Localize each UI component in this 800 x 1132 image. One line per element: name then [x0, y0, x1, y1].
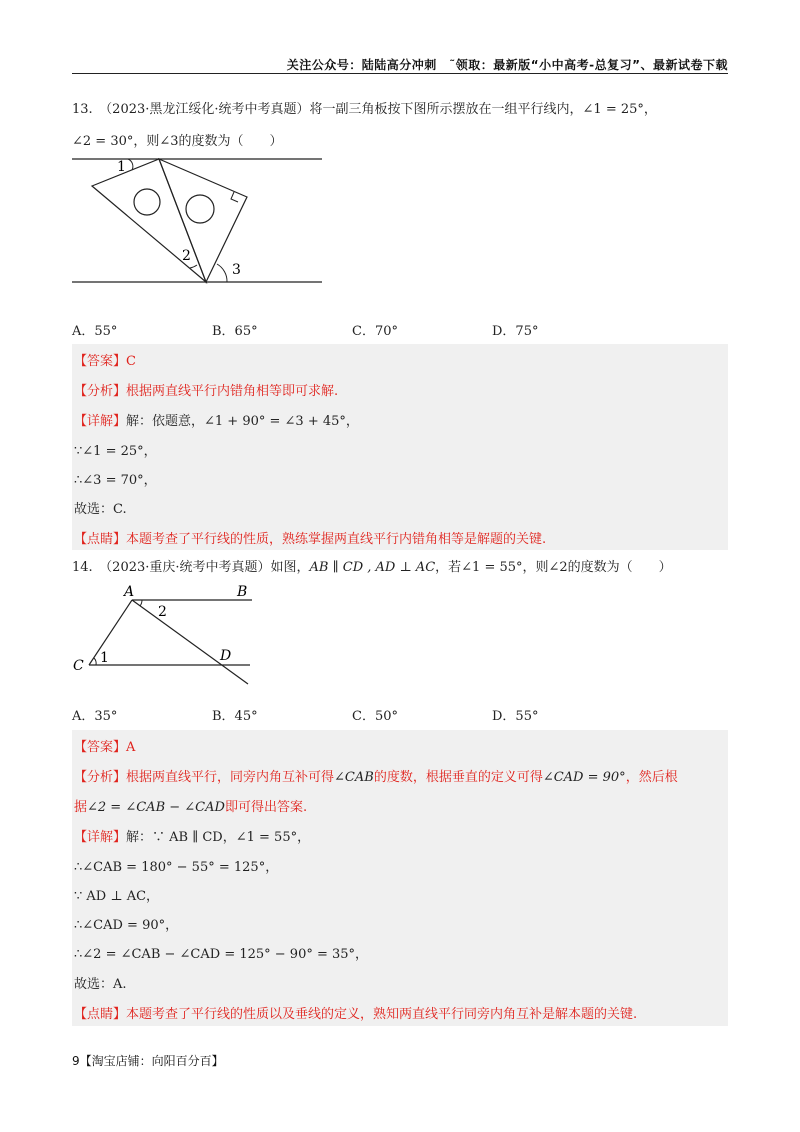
- q14-answer-value: A: [126, 740, 136, 755]
- q14-figure: [72, 580, 272, 690]
- q13-choose: 故选：C.: [74, 502, 127, 517]
- q13-hole-left: [134, 189, 160, 215]
- header-divider: [72, 73, 728, 74]
- q13-arc-2: [190, 265, 197, 268]
- q14-stem-suffix: ，若∠1 = 55°，则∠2的度数为（ ）: [435, 560, 672, 575]
- q14-step-2: ∵ AD ⊥ AC，: [74, 889, 160, 904]
- q13-analysis-text: 根据两直线平行内错角相等即可求解.: [126, 384, 339, 399]
- q13-label-1: 1: [117, 159, 126, 175]
- page-header: 关注公众号：陆陆高分冲刺 ˜领取：最新版“小中高考-总复习”、最新试卷下载: [286, 58, 728, 72]
- shop-name: 【淘宝店铺：向阳百分百】: [79, 1054, 224, 1068]
- q13-stem-line2: ∠2 = 30°，则∠3的度数为（ ）: [72, 134, 283, 149]
- q14-analysis-1b: 的度数，根据垂直的定义可得: [373, 770, 543, 785]
- q13-stem-line1: 13. （2023·黑龙江绥化·统考中考真题）将一副三角板按下图所示摆放在一组平行线内，∠1 = 25°，: [72, 102, 657, 117]
- q14-detail-tag: 【详解】: [74, 830, 127, 845]
- q14-analysis-2b: 即可得出答案.: [224, 800, 308, 815]
- q14-answer-line: [74, 736, 135, 755]
- q14-label-c: C: [73, 658, 84, 674]
- q14-arc-2: [140, 600, 142, 606]
- q13-answer-tag: 【答案】: [74, 354, 127, 369]
- q14-detail-text: 解：∵ AB ∥ CD，∠1 = 55°，: [126, 830, 311, 845]
- q14-analysis-tag: 【分析】: [74, 770, 127, 785]
- q14-option-b: B．45°: [212, 709, 258, 724]
- q13-right-angle-mark: [231, 192, 238, 202]
- q14-line-ac: [89, 600, 132, 665]
- q13-answer-box: [72, 344, 728, 550]
- q14-option-d: D．55°: [492, 709, 539, 724]
- q13-comment-text: 本题考查了平行线的性质，熟练掌握两直线平行内错角相等是解题的关键.: [126, 532, 547, 547]
- q13-detail-text: 解：依题意，∠1 + 90° = ∠3 + 45°，: [126, 414, 359, 429]
- q14-choose: 故选：A.: [74, 977, 127, 992]
- q13-hole-right: [186, 195, 214, 223]
- q13-answer-line: [74, 350, 136, 369]
- q13-option-b: B．65°: [212, 324, 258, 339]
- q14-option-a: A．35°: [72, 709, 118, 724]
- q14-analysis-math-cad: ∠CAD = 90°: [542, 770, 626, 785]
- q14-line-ad: [132, 600, 248, 684]
- q14-stem-prefix: 14. （2023·重庆·统考中考真题）如图，: [72, 560, 310, 575]
- q13-comment-line: [74, 528, 546, 547]
- q13-label-3: 3: [232, 262, 241, 278]
- q13-option-d: D．75°: [492, 324, 539, 339]
- q13-analysis-line: [74, 380, 338, 399]
- page-footer: [72, 1052, 224, 1069]
- q13-arc-3: [217, 264, 227, 282]
- q14-label-d: D: [220, 648, 232, 664]
- q14-comment-line: [74, 1003, 637, 1022]
- q14-step-3: ∴∠CAD = 90°，: [74, 918, 179, 933]
- q14-step-1: ∴∠CAB = 180° − 55° = 125°，: [74, 860, 279, 875]
- q13-step-2: ∴∠3 = 70°，: [74, 473, 157, 488]
- q14-analysis-math-cab: ∠CAB: [334, 770, 374, 785]
- page-number: 9: [72, 1054, 80, 1068]
- q13-comment-tag: 【点睛】: [74, 532, 127, 547]
- q14-answer-tag: 【答案】: [74, 740, 127, 755]
- q14-stem-line1: [72, 556, 672, 575]
- q14-analysis-math-eq: ∠2 = ∠CAB − ∠CAD: [87, 800, 225, 815]
- q13-step-1: ∵∠1 = 25°，: [74, 444, 157, 459]
- q13-label-2: 2: [182, 248, 191, 264]
- q13-option-c: C．70°: [352, 324, 398, 339]
- q13-arc-1: [128, 159, 133, 170]
- q14-label-b: B: [237, 584, 248, 600]
- q13-detail-tag: 【详解】: [74, 414, 127, 429]
- q13-analysis-tag: 【分析】: [74, 384, 127, 399]
- q13-detail-line: [74, 410, 359, 429]
- q14-analysis-line1: [74, 766, 678, 785]
- q14-label-1: 1: [100, 650, 109, 666]
- q14-analysis-1a: 根据两直线平行，同旁内角互补可得: [126, 770, 335, 785]
- q14-analysis-line2: [74, 796, 307, 815]
- q14-stem-math: AB ∥ CD , AD ⊥ AC: [309, 560, 436, 575]
- q14-label-a: A: [124, 584, 135, 600]
- q14-analysis-2a: 据: [74, 800, 88, 815]
- q13-answer-value: C: [126, 354, 136, 369]
- q13-option-a: A．55°: [72, 324, 118, 339]
- q14-option-c: C．50°: [352, 709, 398, 724]
- q14-analysis-1c: ，然后根: [625, 770, 678, 785]
- q14-arc-1: [94, 658, 96, 665]
- q14-comment-text: 本题考查了平行线的性质以及垂线的定义，熟知两直线平行同旁内角互补是解本题的关键.: [126, 1007, 638, 1022]
- q14-step-4: ∴∠2 = ∠CAB − ∠CAD = 125° − 90° = 35°，: [74, 947, 369, 962]
- q14-comment-tag: 【点睛】: [74, 1007, 127, 1022]
- q13-figure: [72, 150, 332, 290]
- q14-detail-line: [74, 826, 310, 845]
- q14-label-2: 2: [158, 604, 167, 620]
